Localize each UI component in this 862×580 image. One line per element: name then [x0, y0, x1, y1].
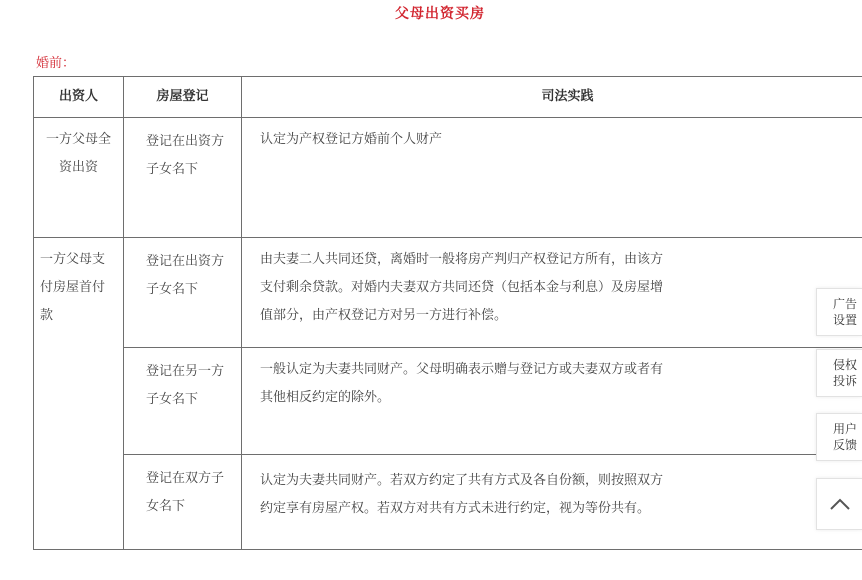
practice-cell	[242, 348, 862, 455]
practice-line: 约定享有房屋产权。若双方对共有方式未进行约定，视为等份共有。	[260, 501, 651, 516]
funding-table	[33, 76, 862, 550]
report-label-2: 投诉	[833, 374, 858, 388]
table-header-row	[34, 77, 862, 118]
report-infringement-button[interactable]	[816, 349, 862, 397]
practice-line: 值部分，由产权登记方对另一方进行补偿。	[260, 308, 508, 323]
registration-cell: 登记在另一方子女名下	[124, 348, 242, 455]
practice-cell	[242, 455, 862, 550]
user-feedback-button[interactable]	[816, 413, 862, 461]
table-row	[34, 238, 862, 348]
table-row	[34, 348, 862, 455]
practice-cell	[242, 238, 862, 348]
practice-line: 由夫妻二人共同还贷，离婚时一般将房产判归产权登记方所有，由该方	[260, 252, 664, 267]
investor-cell: 一方父母全资出资	[34, 118, 124, 238]
chevron-up-icon	[829, 497, 851, 511]
header-investor: 出资人	[34, 77, 124, 118]
page-title: 父母出资买房	[395, 6, 485, 22]
feedback-label-1: 用户	[833, 422, 858, 436]
header-practice: 司法实践	[242, 77, 862, 118]
registration-cell: 登记在出资方子女名下	[124, 118, 242, 238]
back-to-top-button[interactable]	[816, 478, 862, 530]
report-label-1: 侵权	[833, 358, 858, 372]
investor-cell: 一方父母支付房屋首付款	[34, 238, 124, 550]
practice-line: 支付剩余贷款。对婚内夫妻双方共同还贷（包括本金与利息）及房屋增	[260, 280, 664, 295]
registration-cell: 登记在双方子女名下	[124, 455, 242, 550]
feedback-label-2: 反馈	[833, 438, 858, 452]
header-registration: 房屋登记	[124, 77, 242, 118]
table-row	[34, 455, 862, 550]
ad-settings-button[interactable]	[816, 288, 862, 336]
table-row	[34, 118, 862, 238]
practice-line: 其他相反约定的除外。	[260, 390, 391, 405]
ad-settings-label-1: 广告	[833, 297, 858, 311]
practice-line: 一般认定为夫妻共同财产。父母明确表示赠与登记方或夫妻双方或者有	[260, 362, 664, 377]
practice-line: 认定为夫妻共同财产。若双方约定了共有方式及各自份额，则按照双方	[260, 473, 664, 488]
registration-cell: 登记在出资方子女名下	[124, 238, 242, 348]
practice-cell	[242, 118, 862, 238]
practice-line: 认定为产权登记方婚前个人财产	[260, 132, 443, 147]
section-label: 婚前：	[36, 56, 76, 71]
ad-settings-label-2: 设置	[833, 313, 858, 327]
